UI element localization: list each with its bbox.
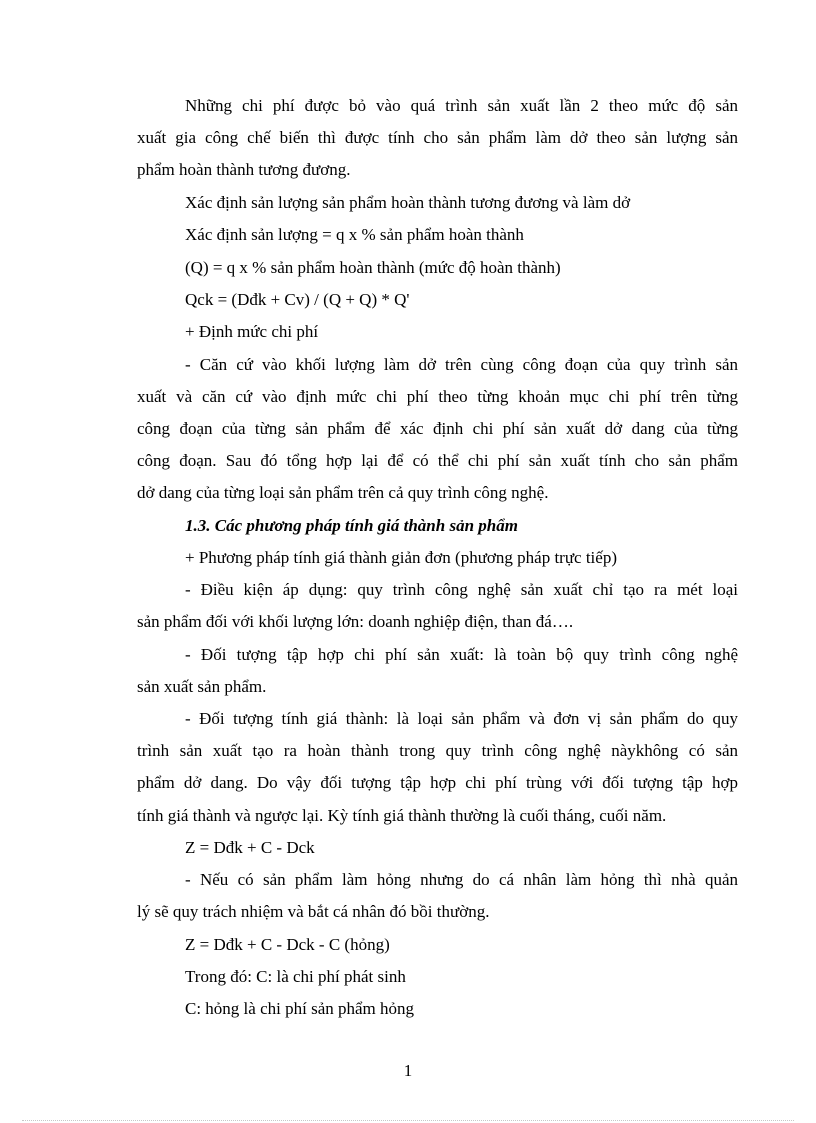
paragraph-line: lý sẽ quy trách nhiệm và bắt cá nhân đó bồi thường. [137,902,490,921]
paragraph-line: tính giá thành và ngược lại. Kỳ tính giá thành thường là cuối tháng, cuối năm. [137,806,667,825]
paragraph-line: C: hỏng là chi phí sản phẩm hỏng [185,999,415,1018]
paragraph-line: Những chi phí được bỏ vào quá trình sản xuất lần 2 theo mức độ sản [185,96,738,115]
paragraph-line: - Đối tượng tập hợp chi phí sản xuất: là toàn bộ quy trình công nghệ [185,645,738,664]
paragraph-line: sản xuất sản phẩm. [137,677,267,696]
paragraph-line: - Điều kiện áp dụng: quy trình công nghệ sản xuất chỉ tạo ra mét loại [185,580,738,599]
footer-divider [22,1120,794,1121]
page-number: 1 [403,1061,413,1080]
paragraph-line: + Định mức chi phí [185,322,319,341]
paragraph-line: - Căn cứ vào khối lượng làm dở trên cùng công đoạn của quy trình sản [185,355,738,374]
paragraph-line: dở dang của từng loại sản phẩm trên cả quy trình công nghệ. [137,483,549,502]
formula-line: Xác định sản lượng = q x % sản phẩm hoàn thành [185,225,524,244]
paragraph-line: + Phương pháp tính giá thành giản đơn (phương pháp trực tiếp) [185,548,617,567]
paragraph-line: xuất gia công chế biến thì được tính cho sản phẩm làm dở theo sản lượng sản [137,128,738,147]
paragraph-line: phẩm hoàn thành tương đương. [137,160,351,179]
paragraph-line: xuất và căn cứ vào định mức chi phí theo từng khoản mục chi phí trên từng [137,387,738,406]
paragraph-line: Trong đó: C: là chi phí phát sinh [185,967,406,986]
paragraph-line: trình sản xuất tạo ra hoàn thành trong quy trình công nghệ nàykhông có sản [137,741,738,760]
paragraph-line: - Đối tượng tính giá thành: là loại sản phẩm và đơn vị sản phẩm do quy [185,709,738,728]
paragraph-line: Xác định sản lượng sản phẩm hoàn thành tương đương và làm dở [185,193,631,212]
formula-line: Qck = (Dđk + Cv) / (Q + Q) * Q' [185,290,410,309]
formula-line: Z = Dđk + C - Dck [185,838,315,857]
section-heading: 1.3. Các phương pháp tính giá thành sản phẩm [185,516,518,535]
formula-line: (Q) = q x % sản phẩm hoàn thành (mức độ hoàn thành) [185,258,561,277]
paragraph-line: công đoạn. Sau đó tổng hợp lại để có thể chi phí sản xuất tính cho sản phẩm [137,451,738,470]
paragraph-line: sản phẩm đối với khối lượng lớn: doanh nghiệp điện, than đá…. [137,612,574,631]
paragraph-line: công đoạn của từng sản phẩm để xác định chi phí sản xuất dở dang của từng [137,419,738,438]
paragraph-line: - Nếu có sản phẩm làm hỏng nhưng do cá nhân làm hỏng thì nhà quản [185,870,738,889]
paragraph-line: phẩm dở dang. Do vậy đối tượng tập hợp chi phí trùng với đối tượng tập hợp [137,773,738,792]
formula-line: Z = Dđk + C - Dck - C (hỏng) [185,935,390,954]
